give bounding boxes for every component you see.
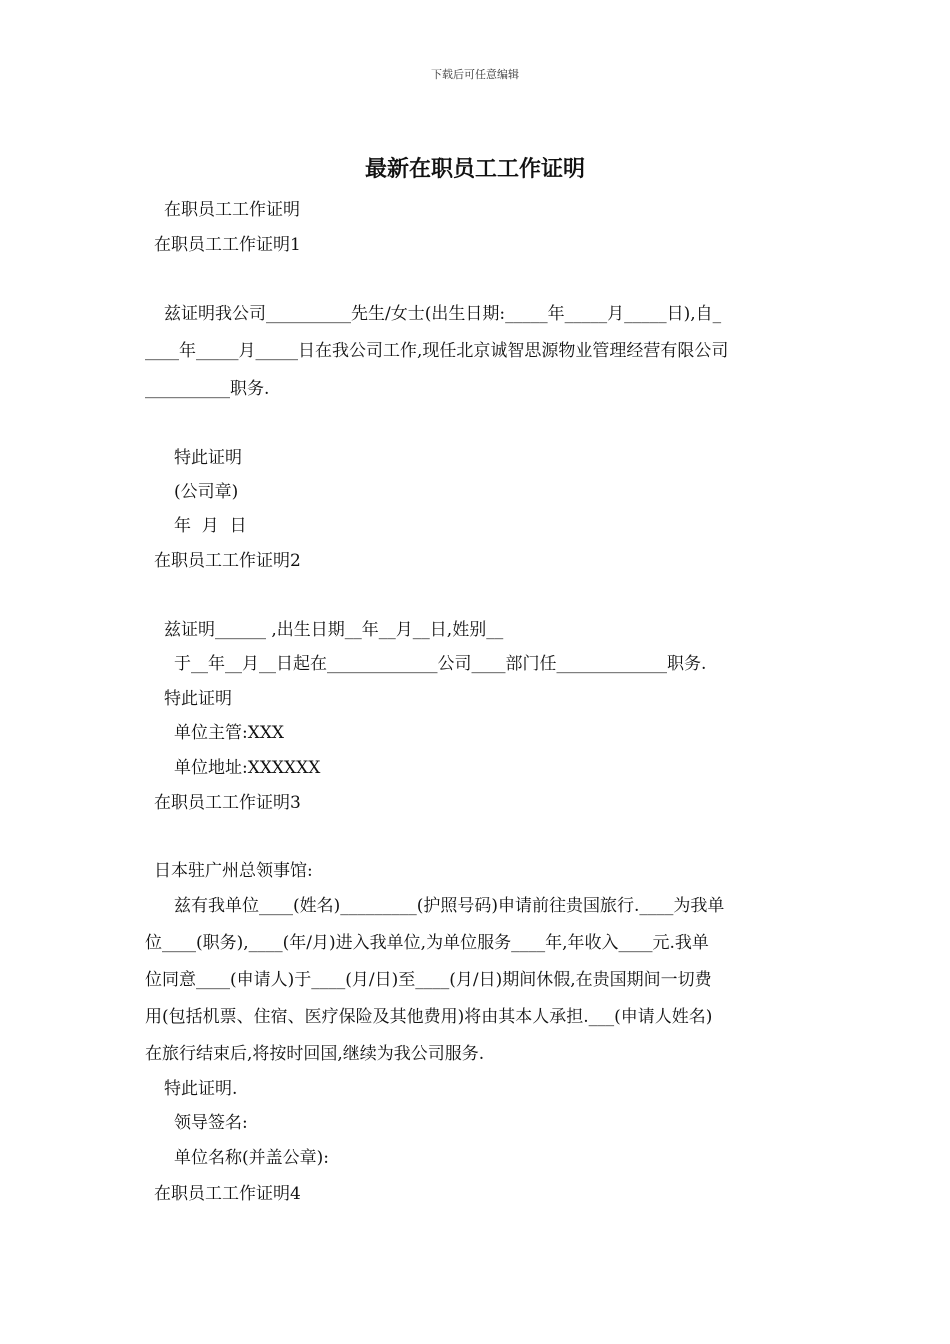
section3-heading: 在职员工工作证明3 (154, 793, 301, 813)
section1-body-line: ____年_____月_____日在我公司工作,现任北京诚智思源物业管理经营有限公司 (145, 341, 729, 361)
section2-heading: 在职员工工作证明2 (154, 551, 301, 571)
section2-closing: 特此证明 (164, 689, 232, 709)
section2-line2: 于__年__月__日起在_____________公司____部门任_____________职务. (174, 654, 707, 674)
document-subtitle: 在职员工工作证明 (164, 200, 300, 220)
section3-signature: 领导签名: (174, 1113, 248, 1133)
section2-address: 单位地址:XXXXXX (174, 758, 321, 778)
section3-body-line: 兹有我单位____(姓名)_________(护照号码)申请前往贵国旅行.____为我单 (174, 896, 725, 916)
header-note: 下载后可任意编辑 (431, 68, 519, 81)
section1-body-line: __________职务. (145, 379, 270, 399)
section4-heading: 在职员工工作证明4 (154, 1184, 301, 1204)
section3-body-line: 位同意____(申请人)于____(月/日)至____(月/日)期间休假,在贵国期间一切费 (145, 970, 712, 990)
section2-supervisor: 单位主管:XXX (174, 723, 285, 743)
section3-addressee: 日本驻广州总领事馆: (154, 861, 313, 881)
section1-heading: 在职员工工作证明1 (154, 235, 301, 255)
section2-line1: 兹证明______ ,出生日期__年__月__日,姓别__ (164, 620, 504, 640)
section3-unit-name: 单位名称(并盖公章): (174, 1148, 329, 1168)
section3-body-line: 在旅行结束后,将按时回国,继续为我公司服务. (145, 1044, 485, 1064)
section1-seal: (公司章) (174, 482, 239, 502)
section3-body-line: 用(包括机票、住宿、医疗保险及其他费用)将由其本人承担.___(申请人姓名) (145, 1007, 713, 1027)
document-title: 最新在职员工工作证明 (364, 156, 585, 182)
section1-date: 年 月 日 (174, 516, 247, 536)
section1-body-line: 兹证明我公司__________先生/女士(出生日期:_____年_____月_____日),自_ (164, 304, 722, 324)
section3-closing: 特此证明. (164, 1079, 238, 1099)
section1-closing: 特此证明 (174, 448, 242, 468)
section3-body-line: 位____(职务),____(年/月)进入我单位,为单位服务____年,年收入____元.我单 (145, 933, 709, 953)
